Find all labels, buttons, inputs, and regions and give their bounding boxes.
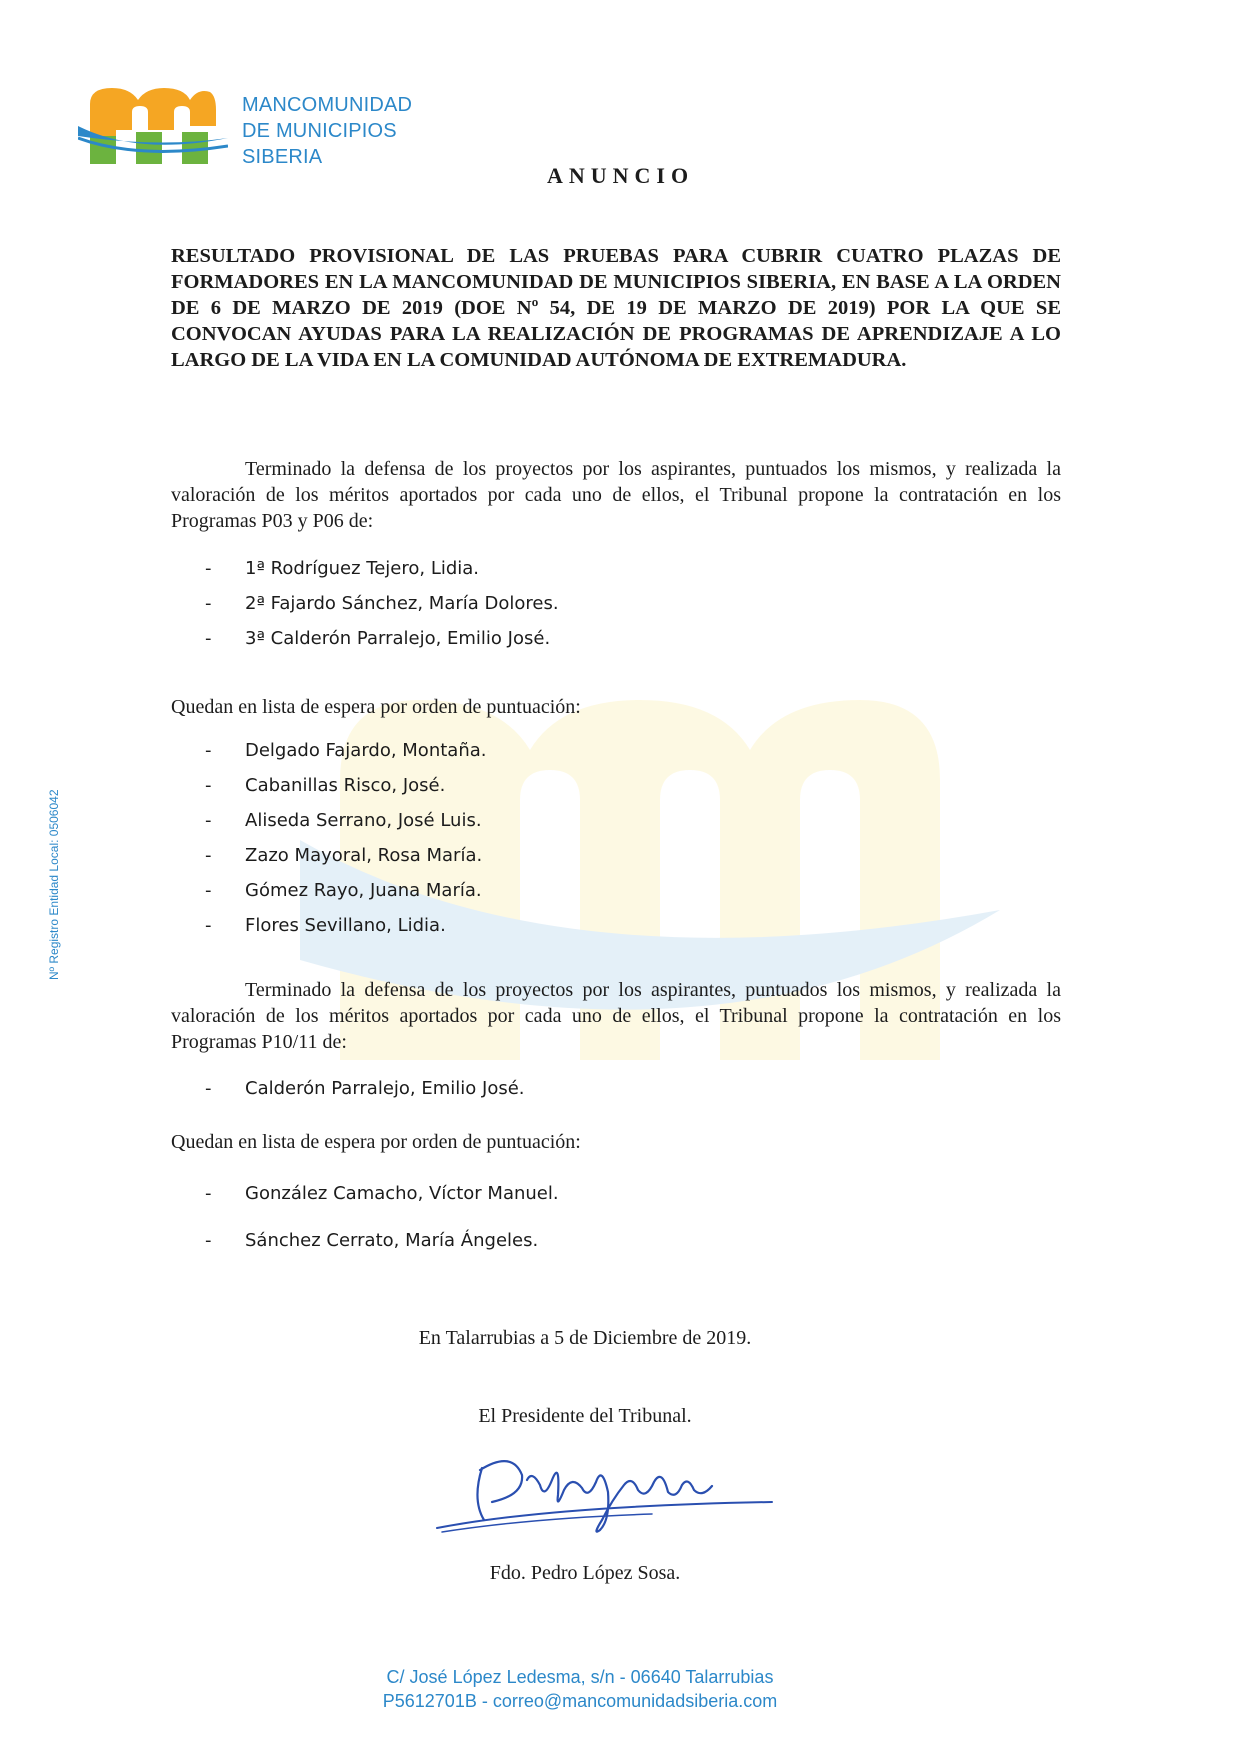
list-item: - Aliseda Serrano, José Luis. <box>205 803 486 838</box>
list-item: - Delgado Fajardo, Montaña. <box>205 733 486 768</box>
section2-waitlist-label: Quedan en lista de espera por orden de puntuación: <box>171 1131 581 1153</box>
list-item: - Sánchez Cerrato, María Ángeles. <box>205 1217 559 1264</box>
list-item: - González Camacho, Víctor Manuel. <box>205 1170 559 1217</box>
org-name-line3: SIBERIA <box>242 146 323 168</box>
list-dash: - <box>205 880 212 901</box>
handwritten-signature <box>432 1440 782 1540</box>
president-label: El Presidente del Tribunal. <box>478 1405 692 1427</box>
organization-name <box>242 92 412 170</box>
list-dash: - <box>205 915 212 936</box>
org-name-line2: DE MUNICIPIOS <box>242 120 397 142</box>
footer-contact: P5612701B - correo@mancomunidadsiberia.com <box>382 1691 778 1711</box>
announcement-heading: RESULTADO PROVISIONAL DE LAS PRUEBAS PARA CUBRIR CUATRO PLAZAS DE FORMADORES EN LA MANCOMUNIDAD DE MUNICIPIOS SIBERIA, EN BASE A LA ORDEN DE 6 DE MARZO DE 2019 (DOE Nº 54, DE 19 DE MARZO DE 2019) POR LA QUE SE CONVOCAN AYUDAS PARA LA REALIZACIÓN DE PROGRAMAS DE APRENDIZAJE A LO LARGO DE LA VIDA EN LA COMUNIDAD AUTÓNOMA DE EXTREMADURA. <box>171 245 1061 371</box>
section2-selected-list <box>205 1071 525 1106</box>
list-item: - Cabanillas Risco, José. <box>205 768 486 803</box>
list-dash: - <box>205 1183 212 1204</box>
list-dash: - <box>205 558 212 579</box>
list-dash: - <box>205 1078 212 1099</box>
signer-name: Fdo. Pedro López Sosa. <box>489 1562 681 1584</box>
section2-waitlist <box>205 1170 559 1264</box>
list-dash: - <box>205 593 212 614</box>
list-item: - Calderón Parralejo, Emilio José. <box>205 1071 525 1106</box>
org-name-line1: MANCOMUNIDAD <box>242 94 413 116</box>
list-item: - 1ª Rodríguez Tejero, Lidia. <box>205 551 559 586</box>
section1-selected-list <box>205 551 559 656</box>
announcement-title: ANUNCIO <box>546 163 695 188</box>
list-item: - Gómez Rayo, Juana María. <box>205 873 486 908</box>
list-dash: - <box>205 845 212 866</box>
list-item: - 2ª Fajardo Sánchez, María Dolores. <box>205 586 559 621</box>
section1-paragraph: Terminado la defensa de los proyectos por los aspirantes, puntuados los mismos, y realizada la valoración de los méritos aportados por cada uno de ellos, el Tribunal propone la contratación en los Programas P03 y P06 de: <box>171 458 1061 532</box>
list-dash: - <box>205 628 212 649</box>
place-and-date: En Talarrubias a 5 de Diciembre de 2019. <box>418 1327 752 1349</box>
m-logo-icon <box>78 86 228 166</box>
list-item: - Flores Sevillano, Lidia. <box>205 908 486 943</box>
list-dash: - <box>205 1230 212 1251</box>
section1-waitlist-label: Quedan en lista de espera por orden de puntuación: <box>171 696 581 718</box>
list-item: - Zazo Mayoral, Rosa María. <box>205 838 486 873</box>
registry-number: Nº Registro Entidad Local: 0506042 <box>47 789 61 980</box>
section1-waitlist <box>205 733 486 943</box>
list-dash: - <box>205 810 212 831</box>
section2-paragraph: Terminado la defensa de los proyectos por los aspirantes, puntuados los mismos, y realizada la valoración de los méritos aportados por cada uno de ellos, el Tribunal propone la contratación en los Programas P10/11 de: <box>171 979 1061 1053</box>
list-item: - 3ª Calderón Parralejo, Emilio José. <box>205 621 559 656</box>
footer <box>0 1665 1160 1713</box>
list-dash: - <box>205 775 212 796</box>
list-dash: - <box>205 740 212 761</box>
footer-address: C/ José López Ledesma, s/n - 06640 Talarrubias <box>386 1667 774 1687</box>
